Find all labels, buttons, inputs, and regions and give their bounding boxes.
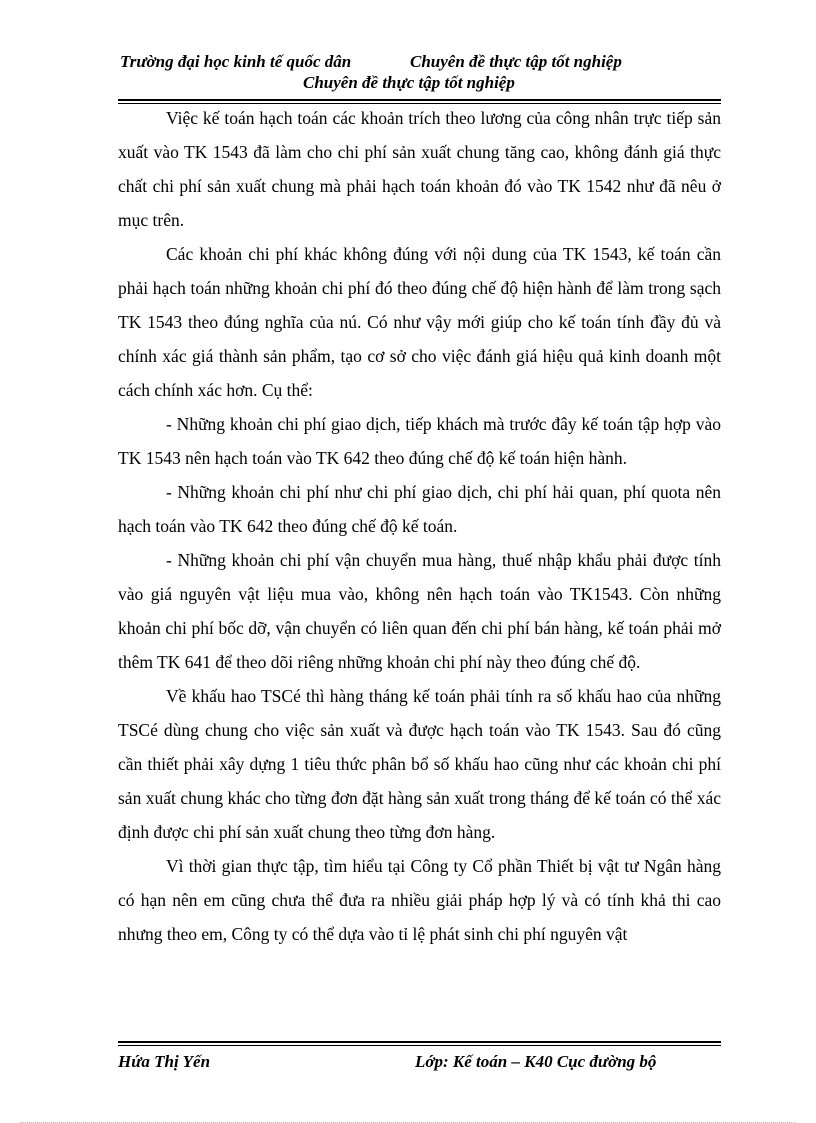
- paragraph: Các khoản chi phí khác không đúng với nội dung của TK 1543, kế toán cần phải hạch toán những khoản chi phí đó theo đúng chế độ hiện hành để làm trong sạch TK 1543 theo đúng nghĩa của nú. Có như vậy mới giúp cho kế toán tính đầy đủ và chính xác giá thành sản phẩm, tạo cơ sở cho việc đánh giá hiệu quả kinh doanh một cách chính xác hơn. Cụ thể:: [118, 244, 721, 400]
- footer-rule-thin: [118, 1045, 721, 1046]
- document-body: [118, 101, 721, 951]
- paragraph: - Những khoản chi phí như chi phí giao dịch, chi phí hải quan, phí quota nên hạch toán vào TK 642 theo đúng chế độ kế toán.: [118, 482, 721, 536]
- footer-class: Lớp: Kế toán – K40 Cục đường bộ: [415, 1052, 657, 1071]
- header-title-line2: Chuyên đề thực tập tốt nghiệp: [303, 73, 515, 92]
- paragraph: - Những khoản chi phí giao dịch, tiếp khách mà trước đây kế toán tập hợp vào TK 1543 nên hạch toán vào TK 642 theo đúng chế độ kế toán hiện hành.: [118, 414, 721, 468]
- header-title-line1: Chuyên đề thực tập tốt nghiệp: [410, 52, 622, 71]
- footer-author: Hứa Thị Yến: [118, 1052, 211, 1071]
- paragraph: Về khấu hao TSCé thì hàng tháng kế toán phải tính ra số khấu hao của những TSCé dùng chung cho việc sản xuất và được hạch toán vào TK 1543. Sau đó cũng cần thiết phải xây dựng 1 tiêu thức phân bổ số khấu hao cũng như các khoản chi phí sản xuất chung khác cho từng đơn đặt hàng sản xuất trong tháng để kế toán có thể xác định được chi phí sản xuất chung theo từng đơn hàng.: [118, 686, 721, 842]
- paragraph: Việc kế toán hạch toán các khoản trích theo lương của công nhân trực tiếp sản xuất vào TK 1543 đã làm cho chi phí sản xuất chung tăng cao, không đánh giá thực chất chi phí sản xuất chung mà phải hạch toán khoản đó vào TK 1542 như đã nêu ở mục trên.: [118, 108, 721, 230]
- paragraph: - Những khoản chi phí vận chuyển mua hàng, thuế nhập khẩu phải được tính vào giá nguyên vật liệu mua vào, không nên hạch toán vào TK1543. Còn những khoản chi phí bốc dỡ, vận chuyển có liên quan đến chi phí bán hàng, kế toán phải mở thêm TK 641 để theo dõi riêng những khoản chi phí này theo đúng chế độ.: [118, 550, 721, 672]
- header-university: Trường đại học kinh tế quốc dân: [120, 52, 352, 71]
- footer-rule: [118, 1041, 721, 1043]
- paragraph: Vì thời gian thực tập, tìm hiểu tại Công ty Cổ phần Thiết bị vật tư Ngân hàng có hạn nên em cũng chưa thể đưa ra nhiều giải pháp hợp lý và có tính khả thi cao nhưng theo em, Công ty có thể dựa vào tỉ lệ phát sinh chi phí nguyên vật: [118, 856, 721, 944]
